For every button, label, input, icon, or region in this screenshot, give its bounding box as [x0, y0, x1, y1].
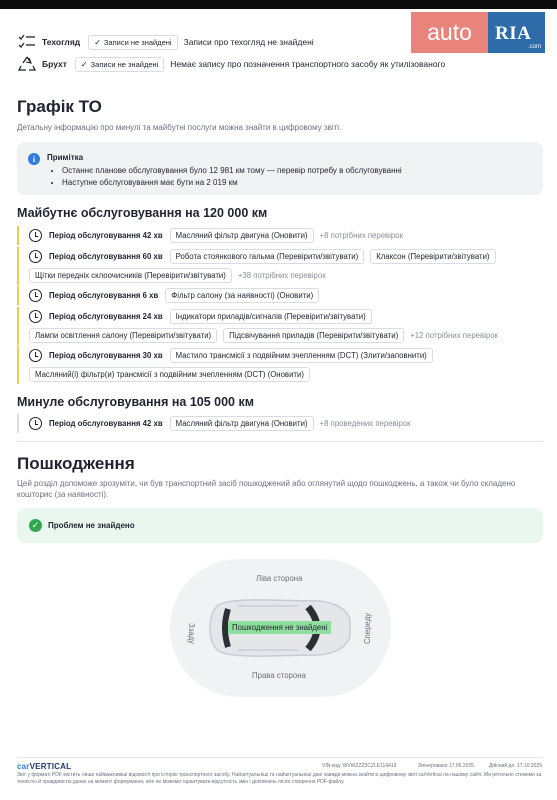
damage-subtitle: Цей розділ допоможе зрозуміти, чи був транспортний засіб пошкоджений або оглянутий щодо пошкоджень, а також чи було складено кошторис (за наявності).: [17, 479, 516, 499]
clock-icon: [29, 310, 42, 323]
logo-domain: .com: [527, 44, 541, 50]
service-chip: Масляний фільтр двигуна (Оновити): [170, 416, 314, 431]
footer-valid: Дійсний до: 17.10.2025: [489, 763, 543, 769]
front-label: Спереду: [363, 612, 372, 644]
check-row-scrap: [17, 54, 445, 74]
check-description: Записи про техогляд не знайдені: [183, 37, 314, 47]
note-title: Примітка: [47, 153, 84, 162]
future-service-row: [17, 346, 543, 384]
service-period: Період обслуговування 24 хв: [49, 312, 163, 321]
service-chip: Мастило трансмісії з подвійним зчепленням (DCT) (Злити/заповнити): [170, 348, 433, 363]
note-box: [17, 142, 543, 195]
service-chip: Робота стоянкового гальма (Перевірити/звітувати): [170, 249, 365, 264]
more-checks: +8 потрібних перевірок: [319, 231, 404, 240]
check-icon: ✓: [80, 59, 88, 69]
footer-divider: [17, 757, 543, 758]
car-damage-diagram: [170, 559, 391, 697]
top-bar: [0, 0, 557, 9]
service-chip: Індикатори приладів/сигналів (Перевірити/звітувати): [170, 309, 372, 324]
section-divider: [17, 441, 543, 442]
service-period: Період обслуговування 30 хв: [49, 351, 163, 360]
service-chip: Клаксон (Перевірити/звітувати): [370, 249, 495, 264]
service-chip: Масляний фільтр двигуна (Оновити): [170, 228, 314, 243]
service-period: Період обслуговування 6 хв: [49, 291, 159, 300]
future-service-row: [17, 247, 543, 285]
check-description: Немає запису про позначення транспортного засобу як утилізованого: [170, 59, 446, 69]
footer-vin: VIN-код: WVWZZZ3CZLE114419: [322, 763, 397, 769]
status-chip: ✓ Записи не знайдені: [88, 35, 177, 50]
logo-auto: auto: [411, 12, 488, 53]
logo-ria: [488, 12, 545, 53]
check-icon: ✓: [94, 37, 101, 47]
future-service-row: [17, 226, 543, 245]
service-chip: Масляний(і) фільтр(и) трансмісії з подвійним зчепленням (DCT) (Оновити): [29, 367, 310, 382]
future-service-row: [17, 307, 543, 345]
note-item: • Останнє планове обслуговування було 12 981 км тому — перевір потребу в обслуговуванні: [62, 165, 402, 177]
no-problems-text: Проблем не знайдено: [48, 521, 135, 530]
check-row-inspection: [17, 32, 314, 52]
clock-icon: [29, 417, 42, 430]
checklist-icon: [17, 32, 37, 52]
past-service-title: Минуле обслуговування на 105 000 км: [17, 395, 254, 409]
check-label: Брухт: [42, 59, 67, 69]
clock-icon: [29, 289, 42, 302]
more-checks: +12 потрібних перевірок: [410, 331, 498, 340]
service-chip: Щітки передніх склоочисників (Перевірити/звітувати): [29, 268, 232, 283]
past-service-row: [17, 414, 543, 433]
service-chip: Фільтр салону (за наявності) (Оновити): [165, 288, 319, 303]
carvertical-logo: carVERTICAL: [17, 762, 72, 771]
right-side-label: Права сторона: [252, 671, 306, 680]
schedule-subtitle: Детальну інформацію про минулі та майбутні послуги можна знайти в цифровому звіті.: [17, 123, 342, 132]
service-period: Період обслуговування 42 хв: [49, 231, 163, 240]
info-icon: i: [28, 153, 40, 165]
check-circle-icon: ✓: [29, 519, 42, 532]
schedule-title: Графік ТО: [17, 97, 102, 116]
clock-icon: [29, 250, 42, 263]
service-chip: Підсвічування приладів (Перевірити/звітувати): [223, 328, 404, 343]
recycle-icon: [17, 54, 37, 74]
check-label: Техогляд: [42, 37, 81, 47]
clock-icon: [29, 349, 42, 362]
damage-title: Пошкодження: [17, 454, 135, 473]
future-service-row: [17, 286, 543, 305]
status-chip: ✓ Записи не знайдені: [75, 57, 164, 72]
rear-label: Ззаду: [187, 623, 196, 645]
clock-icon: [29, 229, 42, 242]
footer-generated: Згенеровано 17.09.2025: [418, 763, 474, 769]
service-period: Період обслуговування 42 хв: [49, 419, 163, 428]
no-damage-label: Пошкодження не знайдені: [228, 621, 331, 634]
left-side-label: Ліва сторона: [256, 574, 303, 583]
service-period: Період обслуговування 60 хв: [49, 252, 163, 261]
note-item: • Наступне обслуговування має бути на 2 019 км: [62, 177, 402, 189]
note-list: [62, 165, 402, 188]
future-service-title: Майбутнє обслуговування на 120 000 км: [17, 206, 268, 220]
autoria-logo: [411, 12, 545, 53]
service-chip: Лампи освітлення салону (Перевірити/звітувати): [29, 328, 217, 343]
more-checks: +8 проведених перевірок: [319, 419, 411, 428]
no-problems-box: [17, 508, 543, 543]
footer-disclaimer: Звіт у форматі PDF містить лише найважливіші відомості про історію транспортного засобу. Найактуальніші та найактуальніші дані завжди можна знайти в цифровому звіті carVertical на нашому сайті. Ми ретельно стежимо за точністю й правдивістю даних на момент формування, але не можемо гарантувати відсутність змін і доповнень після створення PDF-файлу.: [17, 772, 542, 785]
logo-ria-text: RIA: [495, 23, 532, 44]
more-checks: +38 потрібних перевірок: [237, 271, 326, 280]
